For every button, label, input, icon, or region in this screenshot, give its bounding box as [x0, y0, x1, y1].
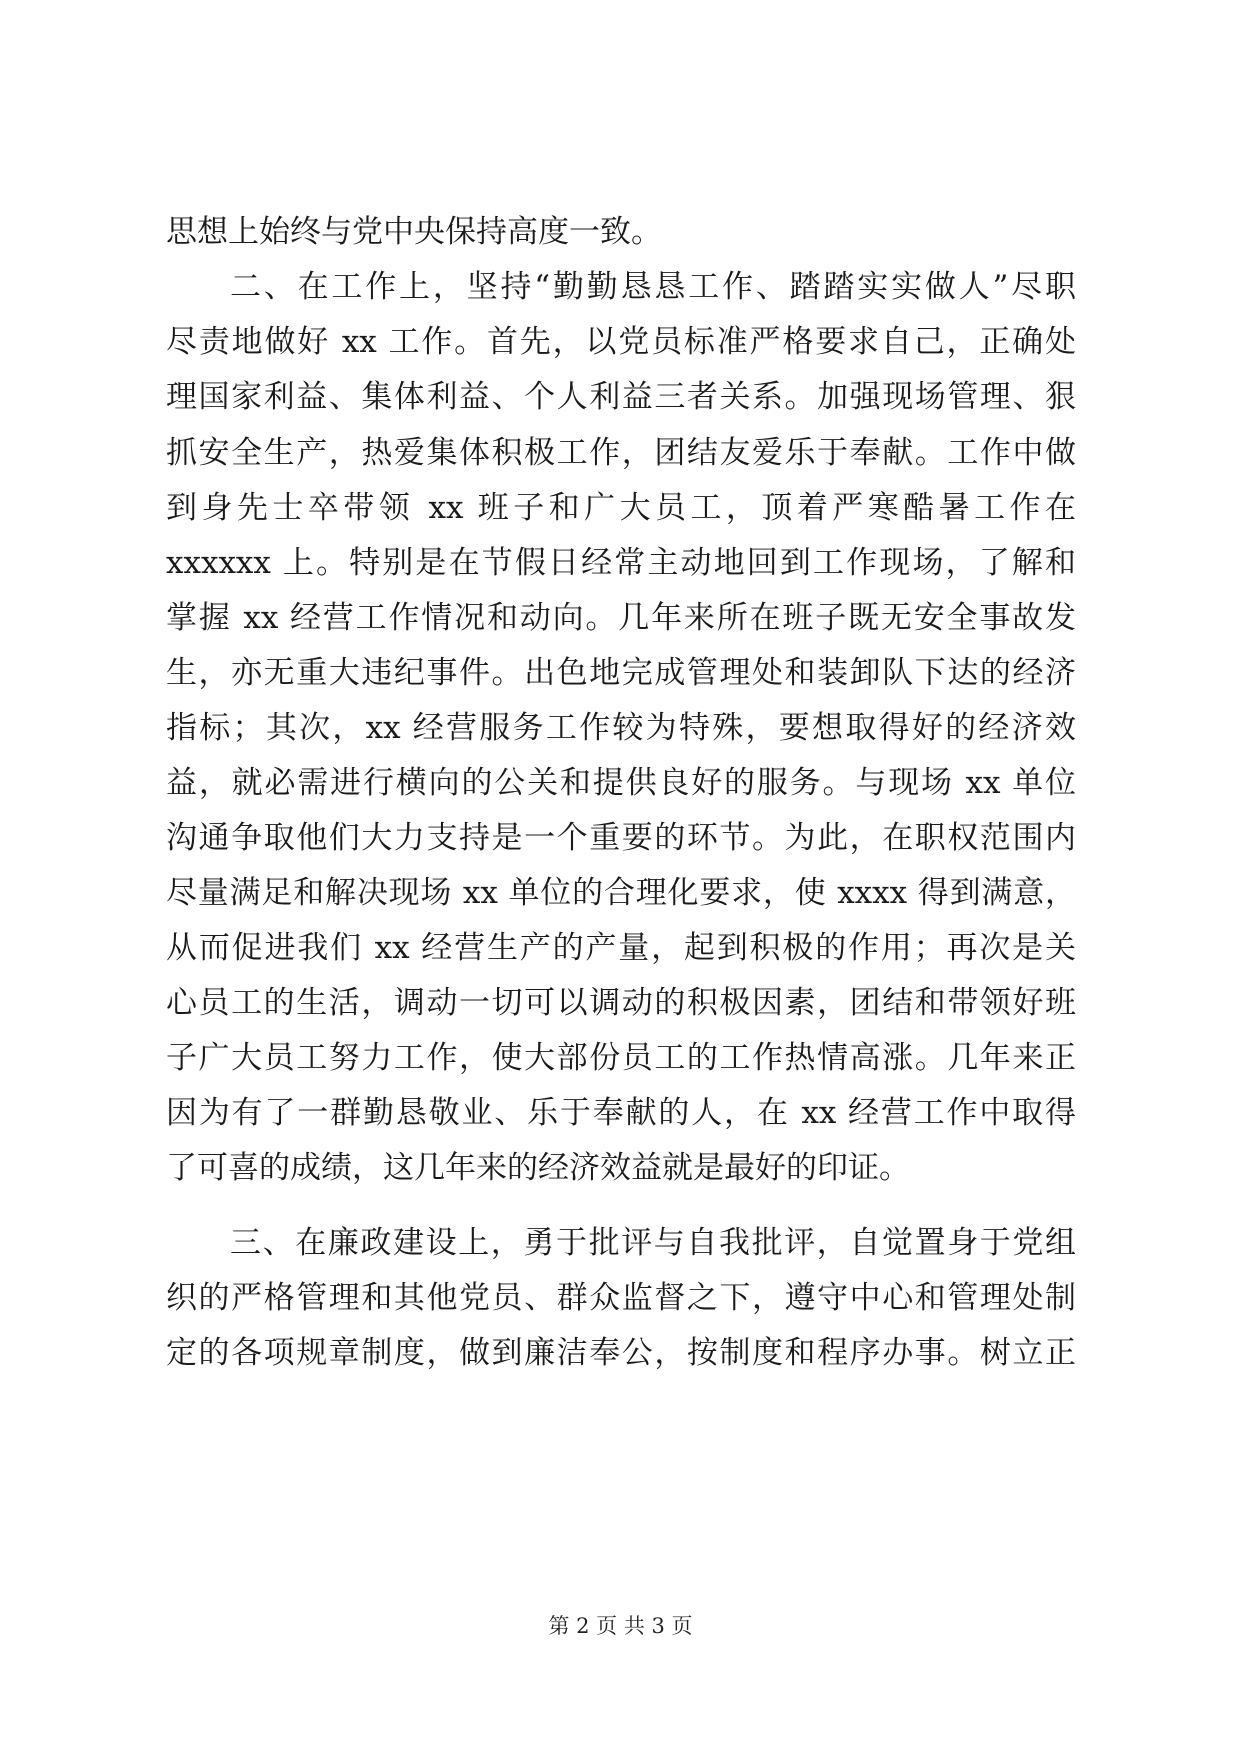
text-line: 掌握 xx 经营工作情况和动向。几年来所在班子既无安全事故发	[166, 600, 1076, 636]
text-line: 尽责地做好 xx 工作。首先，以党员标准严格要求自己，正确处	[166, 324, 1076, 360]
text-line: 尽量满足和解决现场 xx 单位的合理化要求，使 xxxx 得到满意，	[166, 875, 1076, 911]
text-line: 益，就必需进行横向的公关和提供良好的服务。与现场 xx 单位	[166, 765, 1076, 801]
text-line: 因为有了一群勤恳敬业、乐于奉献的人，在 xx 经营工作中取得	[166, 1095, 1076, 1131]
text-line: 到身先士卒带领 xx 班子和广大员工，顶着严寒酷暑工作在	[166, 490, 1076, 526]
text-line: xxxxxx 上。特别是在节假日经常主动地回到工作现场，了解和	[166, 545, 1076, 581]
text-line: 沟通争取他们大力支持是一个重要的环节。为此，在职权范围内	[166, 820, 1076, 856]
text-line: 抓安全生产，热爱集体积极工作，团结友爱乐于奉献。工作中做	[166, 435, 1076, 471]
text-line: 从而促进我们 xx 经营生产的产量，起到积极的作用；再次是关	[166, 930, 1076, 966]
text-line: 了可喜的成绩，这几年来的经济效益就是最好的印证。	[166, 1150, 910, 1186]
paragraph-start-line: 二、在工作上，坚持“勤勤恳恳工作、踏踏实实做人”尽职	[230, 269, 1076, 305]
paragraph-start-line: 三、在廉政建设上，勇于批评与自我批评，自觉置身于党组	[230, 1225, 1076, 1261]
text-line: 子广大员工努力工作，使大部份员工的工作热情高涨。几年来正	[166, 1040, 1076, 1076]
text-line: 理国家利益、集体利益、个人利益三者关系。加强现场管理、狠	[166, 379, 1076, 415]
text-line: 思想上始终与党中央保持高度一致。	[166, 214, 662, 250]
text-line: 生，亦无重大违纪事件。出色地完成管理处和装卸队下达的经济	[166, 655, 1076, 691]
page-number-footer: 第 2 页 共 3 页	[548, 1614, 693, 1638]
text-line: 定的各项规章制度，做到廉洁奉公，按制度和程序办事。树立正	[166, 1335, 1076, 1371]
text-line: 织的严格管理和其他党员、群众监督之下，遵守中心和管理处制	[166, 1280, 1076, 1316]
text-line: 指标；其次，xx 经营服务工作较为特殊，要想取得好的经济效	[166, 710, 1076, 746]
text-line: 心员工的生活，调动一切可以调动的积极因素，团结和带领好班	[166, 985, 1076, 1021]
